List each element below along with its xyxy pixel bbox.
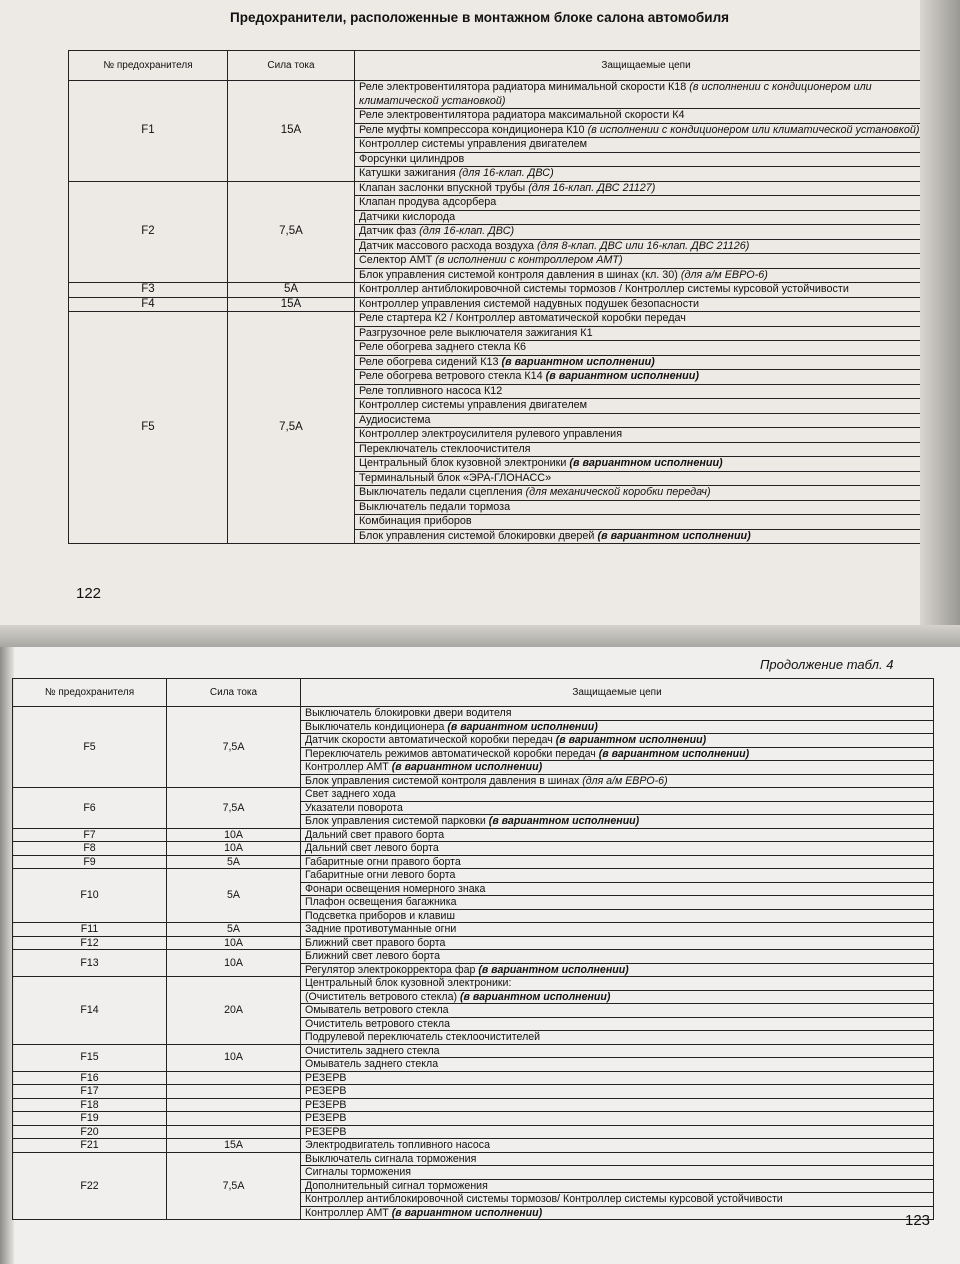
- fuse-number: F5: [13, 707, 167, 788]
- circuit-text: Дальний свет правого борта: [305, 828, 445, 841]
- circuit-cell: [355, 341, 938, 356]
- table-row: [13, 869, 934, 883]
- table-row: [13, 923, 934, 937]
- circuit-text: Комбинация приборов: [359, 515, 472, 527]
- circuit-text: Задние противотуманные огни: [305, 923, 457, 935]
- circuit-cell: [355, 225, 938, 240]
- fuse-number: F21: [13, 1139, 167, 1153]
- circuit-text: Контроллер антиблокировочной системы тормозов / Контроллер системы курсовой устойчивости: [359, 283, 849, 295]
- circuit-text: Выключатель сигнала торможения: [305, 1152, 477, 1165]
- circuit-text: Реле топливного насоса К12: [359, 384, 503, 397]
- fuse-current: 15А: [228, 81, 355, 182]
- circuit-note: (для 16-клап. ДВС): [458, 167, 554, 179]
- circuit-cell: [301, 896, 934, 910]
- circuit-cell: [301, 720, 934, 734]
- page-number: 122: [76, 585, 102, 602]
- circuit-cell: [301, 1206, 934, 1220]
- fuse-current: 10А: [167, 1044, 301, 1071]
- table-continuation-label: Продолжение табл. 4: [760, 657, 894, 672]
- circuit-variant-note: (в вариантном исполнении): [391, 761, 543, 773]
- circuit-variant-note: (в вариантном исполнении): [545, 370, 699, 382]
- circuit-cell: [301, 923, 934, 937]
- table-row: [69, 297, 938, 312]
- circuit-cell: [301, 909, 934, 923]
- circuit-text: Выключатель педали тормоза: [359, 500, 511, 513]
- circuit-text: РЕЗЕРВ: [305, 1098, 347, 1111]
- book-gutter: [0, 625, 960, 647]
- circuit-cell: [301, 977, 934, 991]
- table-row: [13, 1152, 934, 1166]
- circuit-cell: [355, 428, 938, 443]
- circuit-cell: [301, 801, 934, 815]
- fuse-current: 7,5А: [228, 181, 355, 283]
- circuit-cell: [355, 81, 938, 109]
- fuse-current: 7,5А: [167, 1152, 301, 1220]
- table-row: [13, 1139, 934, 1153]
- circuit-text: Очиститель ветрового стекла: [305, 1017, 450, 1030]
- circuit-note: (для а/м ЕВРО-6): [582, 774, 668, 787]
- circuit-cell: [355, 442, 938, 457]
- circuit-cell: [355, 486, 938, 501]
- circuit-text: Контроллер АМТ: [305, 761, 392, 773]
- circuit-text: Сигналы торможения: [305, 1166, 411, 1178]
- circuit-cell: [301, 1166, 934, 1180]
- circuit-text: Реле обогрева сидений К13: [359, 355, 502, 368]
- circuit-cell: [301, 990, 934, 1004]
- circuit-text: Реле обогрева заднего стекла К6: [359, 341, 527, 353]
- circuit-cell: [301, 1031, 934, 1045]
- fuse-number: F8: [13, 842, 167, 856]
- header-current: Сила тока: [228, 51, 355, 81]
- circuit-text: Переключатель режимов автоматической коробки передач: [305, 747, 599, 760]
- circuit-text: Центральный блок кузовной электроники: [359, 457, 570, 469]
- circuit-text: Выключатель блокировки двери водителя: [305, 707, 512, 719]
- circuit-cell: [301, 1139, 934, 1153]
- circuit-cell: [355, 515, 938, 530]
- circuit-cell: [301, 774, 934, 788]
- circuit-cell: [301, 882, 934, 896]
- circuit-note: (для а/м ЕВРО-6): [680, 268, 768, 281]
- circuit-text: Клапан продува адсорбера: [359, 196, 497, 208]
- header-fuse: № предохранителя: [13, 679, 167, 707]
- circuit-cell: [301, 1098, 934, 1112]
- circuit-variant-note: (в вариантном исполнении): [488, 815, 640, 827]
- fuse-current: 10А: [167, 936, 301, 950]
- fuse-number: F14: [13, 977, 167, 1045]
- fuse-current: 7,5А: [228, 312, 355, 544]
- header-current: Сила тока: [167, 679, 301, 707]
- fuse-current: 15А: [167, 1139, 301, 1153]
- table-row: [13, 977, 934, 991]
- circuit-variant-note: (в вариантном исполнении): [597, 529, 751, 542]
- circuit-cell: [355, 413, 938, 428]
- table-row: [13, 788, 934, 802]
- fuse-current: [167, 1085, 301, 1099]
- circuit-variant-note: (в вариантном исполнении): [501, 355, 655, 368]
- fuse-number: F15: [13, 1044, 167, 1071]
- circuit-cell: [301, 1125, 934, 1139]
- circuit-cell: [301, 1152, 934, 1166]
- circuit-note: (в исполнении с кондиционером или климатической установкой): [587, 123, 920, 136]
- circuit-cell: [301, 788, 934, 802]
- circuit-text: Фонари освещения номерного знака: [305, 882, 486, 895]
- circuit-text: Регулятор электрокорректора фар: [305, 963, 479, 976]
- circuit-cell: [355, 210, 938, 225]
- circuit-text: Дополнительный сигнал торможения: [305, 1179, 488, 1192]
- circuit-cell: [301, 869, 934, 883]
- circuit-text: Контроллер электроусилителя рулевого управления: [359, 428, 623, 440]
- table-row: [13, 842, 934, 856]
- fuse-number: F7: [13, 828, 167, 842]
- circuit-text: РЕЗЕРВ: [305, 1085, 347, 1097]
- circuit-text: Контроллер системы управления двигателем: [359, 138, 588, 150]
- fuse-number: F4: [69, 297, 228, 312]
- circuit-text: Указатели поворота: [305, 801, 403, 814]
- fuse-number: F3: [69, 283, 228, 298]
- circuit-text: Плафон освещения багажника: [305, 896, 457, 908]
- circuit-cell: [355, 399, 938, 414]
- circuit-text: РЕЗЕРВ: [305, 1112, 347, 1124]
- circuit-cell: [355, 529, 938, 544]
- circuit-text: Разгрузочное реле выключателя зажигания К1: [359, 326, 593, 339]
- circuit-cell: [355, 254, 938, 269]
- fuse-current: 5А: [167, 923, 301, 937]
- table-row: [13, 1085, 934, 1099]
- circuit-cell: [355, 123, 938, 138]
- circuit-text: Датчик скорости автоматической коробки передач: [305, 734, 556, 746]
- circuit-text: Дальний свет левого борта: [305, 842, 439, 854]
- circuit-text: Датчик фаз: [359, 225, 420, 237]
- fuse-number: F5: [69, 312, 228, 544]
- circuit-text: Ближний свет левого борта: [305, 950, 440, 962]
- table-row: [13, 855, 934, 869]
- page-122: [0, 0, 960, 625]
- circuit-cell: [355, 181, 938, 196]
- circuit-text: Габаритные огни правого борта: [305, 855, 461, 868]
- fuse-number: F19: [13, 1112, 167, 1126]
- fuse-number: F18: [13, 1098, 167, 1112]
- circuit-cell: [301, 855, 934, 869]
- header-fuse: № предохранителя: [69, 51, 228, 81]
- circuit-text: Блок управления системой блокировки дверей: [359, 529, 598, 542]
- circuit-text: Контроллер системы управления двигателем: [359, 399, 588, 411]
- circuit-text: Селектор АМТ: [359, 254, 436, 266]
- circuit-variant-note: (в вариантном исполнении): [555, 734, 707, 746]
- fuse-number: F6: [13, 788, 167, 829]
- circuit-cell: [355, 312, 938, 327]
- circuit-note: (в исполнении с контроллером АМТ): [435, 254, 623, 266]
- circuit-text: Выключатель кондиционера: [305, 720, 448, 733]
- circuit-variant-note: (в вариантном исполнении): [598, 747, 750, 760]
- table-row: [13, 936, 934, 950]
- page-title: Предохранители, расположенные в монтажном блоке салона автомобиля: [230, 10, 730, 25]
- circuit-text: Форсунки цилиндров: [359, 152, 465, 165]
- table-row: [69, 81, 938, 109]
- circuit-cell: [301, 1085, 934, 1099]
- fuse-current: 5А: [228, 283, 355, 298]
- circuit-cell: [355, 109, 938, 124]
- fuse-number: F17: [13, 1085, 167, 1099]
- fuse-number: F9: [13, 855, 167, 869]
- circuit-text: Выключатель педали сцепления: [359, 486, 526, 498]
- fuse-number: F10: [13, 869, 167, 923]
- circuit-cell: [355, 283, 938, 298]
- circuit-cell: [355, 384, 938, 399]
- fuse-current: 7,5А: [167, 788, 301, 829]
- circuit-cell: [301, 1071, 934, 1085]
- circuit-text: Реле стартера К2 / Контроллер автоматической коробки передач: [359, 312, 686, 324]
- circuit-cell: [301, 936, 934, 950]
- circuit-cell: [355, 268, 938, 283]
- page-edge: [920, 0, 960, 625]
- fuse-table-2: [12, 678, 934, 1220]
- fuse-number: F20: [13, 1125, 167, 1139]
- circuit-text: Габаритные огни левого борта: [305, 869, 456, 881]
- circuit-text: Блок управления системой парковки: [305, 815, 489, 827]
- circuit-cell: [355, 500, 938, 515]
- circuit-cell: [301, 1017, 934, 1031]
- table-row: [69, 312, 938, 327]
- circuit-cell: [301, 1193, 934, 1207]
- circuit-text: Контроллер управления системой надувных подушек безопасности: [359, 297, 700, 310]
- circuit-text: Омыватель заднего стекла: [305, 1058, 439, 1070]
- circuit-text: Клапан заслонки впускной трубы: [359, 181, 529, 194]
- circuit-note: (в исполнении с кондиционером или климатической установкой): [359, 81, 872, 107]
- page-number: 123: [905, 1212, 931, 1229]
- fuse-number: F2: [69, 181, 228, 283]
- fuse-current: [167, 1071, 301, 1085]
- table-row: [13, 1098, 934, 1112]
- circuit-text: Аудиосистема: [359, 413, 431, 426]
- fuse-table-2-body: [13, 707, 934, 1220]
- circuit-cell: [301, 1179, 934, 1193]
- circuit-cell: [355, 138, 938, 153]
- table-row: [13, 1044, 934, 1058]
- fuse-number: F16: [13, 1071, 167, 1085]
- fuse-current: 10А: [167, 950, 301, 977]
- fuse-number: F13: [13, 950, 167, 977]
- circuit-text: Реле муфты компрессора кондиционера К10: [359, 123, 588, 136]
- circuit-text: Блок управления системой контроля давления в шинах: [305, 774, 583, 787]
- circuit-cell: [355, 152, 938, 167]
- circuit-text: Ближний свет правого борта: [305, 936, 446, 949]
- circuit-text: Реле электровентилятора радиатора минимальной скорости К18: [359, 81, 690, 93]
- circuit-variant-note: (в вариантном исполнении): [391, 1206, 543, 1219]
- fuse-current: [167, 1112, 301, 1126]
- circuit-text: Электродвигатель топливного насоса: [305, 1139, 490, 1151]
- table-row: [69, 181, 938, 196]
- fuse-current: 5А: [167, 855, 301, 869]
- circuit-text: Контроллер АМТ: [305, 1206, 392, 1219]
- circuit-note: (для механической коробки передач): [525, 486, 711, 498]
- fuse-number: F1: [69, 81, 228, 182]
- circuit-cell: [301, 815, 934, 829]
- circuit-cell: [301, 1004, 934, 1018]
- fuse-current: 5А: [167, 869, 301, 923]
- circuit-cell: [301, 963, 934, 977]
- circuit-cell: [301, 707, 934, 721]
- circuit-text: Подрулевой переключатель стеклоочистителей: [305, 1031, 541, 1043]
- table-row: [69, 283, 938, 298]
- circuit-cell: [355, 355, 938, 370]
- circuit-cell: [301, 1044, 934, 1058]
- circuit-text: Подсветка приборов и клавиш: [305, 909, 455, 922]
- table-row: [13, 950, 934, 964]
- circuit-cell: [355, 370, 938, 385]
- fuse-current: 15А: [228, 297, 355, 312]
- circuit-text: Катушки зажигания: [359, 167, 459, 179]
- circuit-text: Переключатель стеклоочистителя: [359, 442, 531, 455]
- circuit-text: Контроллер антиблокировочной системы тормозов/ Контроллер системы курсовой устойчивости: [305, 1193, 783, 1205]
- circuit-cell: [301, 747, 934, 761]
- circuit-text: Датчики кислорода: [359, 210, 456, 223]
- circuit-cell: [301, 842, 934, 856]
- circuit-variant-note: (в вариантном исполнении): [447, 720, 598, 733]
- circuit-cell: [301, 950, 934, 964]
- fuse-table-1-body: [69, 81, 938, 544]
- fuse-current: 10А: [167, 828, 301, 842]
- table-row: [13, 707, 934, 721]
- circuit-cell: [355, 239, 938, 254]
- circuit-cell: [355, 471, 938, 486]
- header-circuits: Защищаемые цепи: [355, 51, 938, 81]
- fuse-current: 7,5А: [167, 707, 301, 788]
- circuit-text: Датчик массового расхода воздуха: [359, 239, 538, 252]
- circuit-text: Центральный блок кузовной электроники:: [305, 977, 512, 989]
- circuit-text: Терминальный блок «ЭРА-ГЛОНАСС»: [359, 471, 552, 484]
- circuit-variant-note: (в вариантном исполнении): [459, 990, 611, 1003]
- circuit-text: Реле обогрева ветрового стекла К14: [359, 370, 546, 382]
- fuse-table-1: [68, 50, 938, 544]
- circuit-note: (для 16-клап. ДВС 21127): [528, 181, 656, 194]
- fuse-current: 20А: [167, 977, 301, 1045]
- circuit-text: Реле электровентилятора радиатора максимальной скорости К4: [359, 109, 685, 121]
- circuit-cell: [355, 457, 938, 472]
- circuit-text: Свет заднего хода: [305, 788, 396, 800]
- fuse-number: F22: [13, 1152, 167, 1220]
- circuit-text: РЕЗЕРВ: [305, 1071, 347, 1084]
- circuit-cell: [301, 761, 934, 775]
- fuse-current: 10А: [167, 842, 301, 856]
- fuse-current: [167, 1125, 301, 1139]
- circuit-text: РЕЗЕРВ: [305, 1125, 347, 1138]
- table-row: [13, 1112, 934, 1126]
- circuit-cell: [301, 1058, 934, 1072]
- circuit-cell: [355, 297, 938, 312]
- circuit-cell: [301, 734, 934, 748]
- circuit-text: Омыватель ветрового стекла: [305, 1004, 449, 1016]
- fuse-number: F12: [13, 936, 167, 950]
- table-row: [13, 1125, 934, 1139]
- circuit-text: Очиститель заднего стекла: [305, 1044, 440, 1057]
- table-row: [13, 828, 934, 842]
- fuse-current: [167, 1098, 301, 1112]
- circuit-text: (Очиститель ветрового стекла): [305, 990, 460, 1003]
- circuit-text: Блок управления системой контроля давления в шинах (кл. 30): [359, 268, 681, 281]
- circuit-note: (для 16-клап. ДВС): [419, 225, 515, 237]
- circuit-variant-note: (в вариантном исполнении): [478, 963, 629, 976]
- circuit-cell: [301, 828, 934, 842]
- table-row: [13, 1071, 934, 1085]
- circuit-note: (для 8-клап. ДВС или 16-клап. ДВС 21126): [537, 239, 750, 252]
- circuit-cell: [355, 167, 938, 182]
- circuit-variant-note: (в вариантном исполнении): [569, 457, 723, 469]
- fuse-number: F11: [13, 923, 167, 937]
- header-circuits: Защищаемые цепи: [301, 679, 934, 707]
- circuit-cell: [355, 196, 938, 211]
- circuit-cell: [355, 326, 938, 341]
- circuit-cell: [301, 1112, 934, 1126]
